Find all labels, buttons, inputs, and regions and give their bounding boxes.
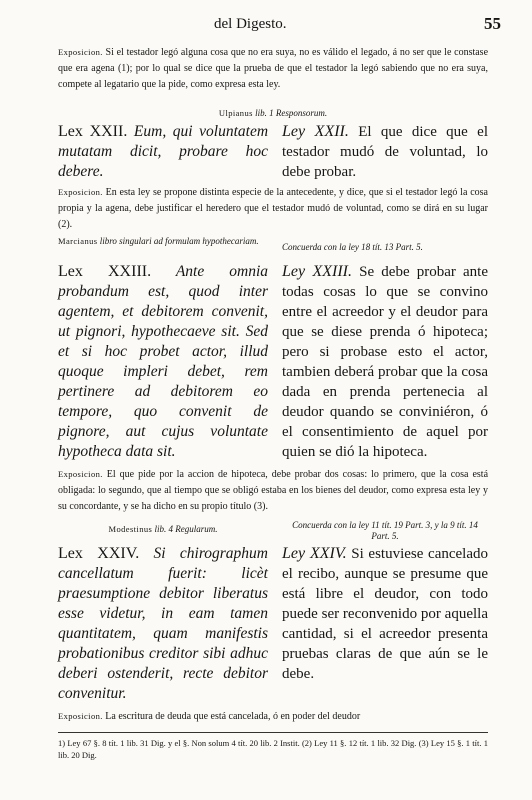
spanish-body: Se debe probar ante todas cosas lo que se convino entre el acreedor y el deudor para que se diese prenda ó hipoteca; pero si probase esto el actor, tambien deberá probar que la cosa dada en prenda pertenecia al deudor quando se conviniéron, ó el consentimiento de aquel por quien se dió la hipoteca. [282, 264, 488, 460]
jurist-name: Ulpianus [218, 108, 253, 118]
exposition-paragraph [58, 466, 488, 515]
exposition-text: La escritura de deuda que está cancelada, ó en poder del deudor [105, 711, 361, 722]
spanish-text [282, 122, 488, 182]
concordance-note: Concuerda con la ley 11 tít. 19 Part. 3, y la 9 tít. 14 Part. 5. [292, 520, 478, 541]
exposition-label: Exposicion. [58, 187, 103, 197]
law-source [58, 236, 268, 247]
law-label-spanish: Ley XXIII. [282, 263, 353, 280]
footnotes: 1) Ley 67 §. 8 tít. 1 lib. 31 Dig. y el §. Non solum 4 tít. 20 lib. 2 Instit. (2) Ley 11 §. 12 tít. 1 lib. 32 Dig. (3) Ley 15 §. 1 tít. 1 lib. 20 Dig. [58, 738, 488, 760]
page-number: 55 [484, 14, 501, 33]
law-label-latin: Lex XXIV. [58, 545, 140, 562]
spanish-body: El que dice que el testador mudó de voluntad, lo debe probar. [282, 124, 488, 180]
latin-body: Si chirographum cancellatum fuerit: licèt praesumptione debitor liberatus esse videtur, in eam tamen quantitatem, quam manifestis probationibus creditor sibi adhuc deberi ostenderit, recte debitor convenitur. [58, 545, 268, 702]
exposition-label: Exposicion. [58, 469, 103, 479]
exposition-label: Exposicion. [58, 711, 103, 721]
source-reference: lib. 4 Regularum. [154, 524, 218, 534]
source-reference: libro singulari ad formulam hypothecariam. [99, 236, 259, 246]
latin-body: Ante omnia probandum est, quod inter agentem, et debitorem convenit, ut pignori, hypothecaeve sit. Sed et si hoc probet actor, illud quoque impleri debet, rem pertinere ad debitorem eo tempore, quo convenit de pignore, aut cujus voluntate hypotheca data sit. [58, 263, 269, 460]
spanish-text [282, 262, 488, 462]
exposition-label: Exposicion. [58, 47, 103, 57]
footnote-rule [58, 732, 488, 733]
running-title: del Digesto. [214, 16, 287, 32]
law-label-spanish: Ley XXIV. [282, 545, 347, 562]
law-label-latin: Lex XXIII. [58, 263, 152, 280]
jurist-name: Marcianus [58, 236, 98, 246]
page-header [0, 16, 532, 36]
latin-body: Eum, qui voluntatem mutatam dicit, probare hoc debere. [58, 123, 269, 180]
exposition-paragraph [58, 708, 488, 725]
concordance-note: Concuerda con la ley 18 tít. 13 Part. 5. [282, 242, 423, 252]
exposition-text: El que pide por la accion de hipoteca, debe probar dos cosas: lo primero, que la cosa está obligada: lo segundo, que al tiempo que se obligó estaba en los bienes del deudor, como expresa esta ley y su concordante, y se ha dicho en su propio título (3). [58, 469, 489, 512]
latin-text [58, 262, 268, 462]
law-source [58, 108, 488, 119]
law-label-spanish: Ley XXII. [282, 123, 349, 140]
jurist-name: Modestinus [108, 524, 153, 534]
spanish-body: Si estuviese cancelado el recibo, aunque se presume que está libre el deudor, con todo puede ser reconvenido por aquella cantidad, si el acreedor presenta pruebas claras de que aún se le debe. [282, 546, 489, 682]
latin-text [58, 122, 268, 182]
source-reference: lib. 1 Responsorum. [255, 108, 328, 118]
law-label-latin: Lex XXII. [58, 123, 128, 140]
exposition-text: En esta ley se propone distinta especie de la antecedente, y dice, que si el testador legó la cosa propia y la agena, debe justificar el heredero que el testador mudó de voluntad, como se dirá en su lugar (2). [58, 187, 488, 230]
exposition-paragraph [58, 184, 488, 233]
exposition-paragraph [58, 44, 488, 93]
law-source [58, 524, 268, 535]
spanish-text [282, 544, 488, 684]
exposition-text: Si el testador legó alguna cosa que no era suya, no es válido el legado, á no ser que le constase que era agena (1); por lo qual se dice que la prueba de que el testador la legó sabiendo que no era suya, compete al legatario que la pide, como expresa esta ley. [58, 47, 489, 90]
latin-text [58, 544, 268, 704]
